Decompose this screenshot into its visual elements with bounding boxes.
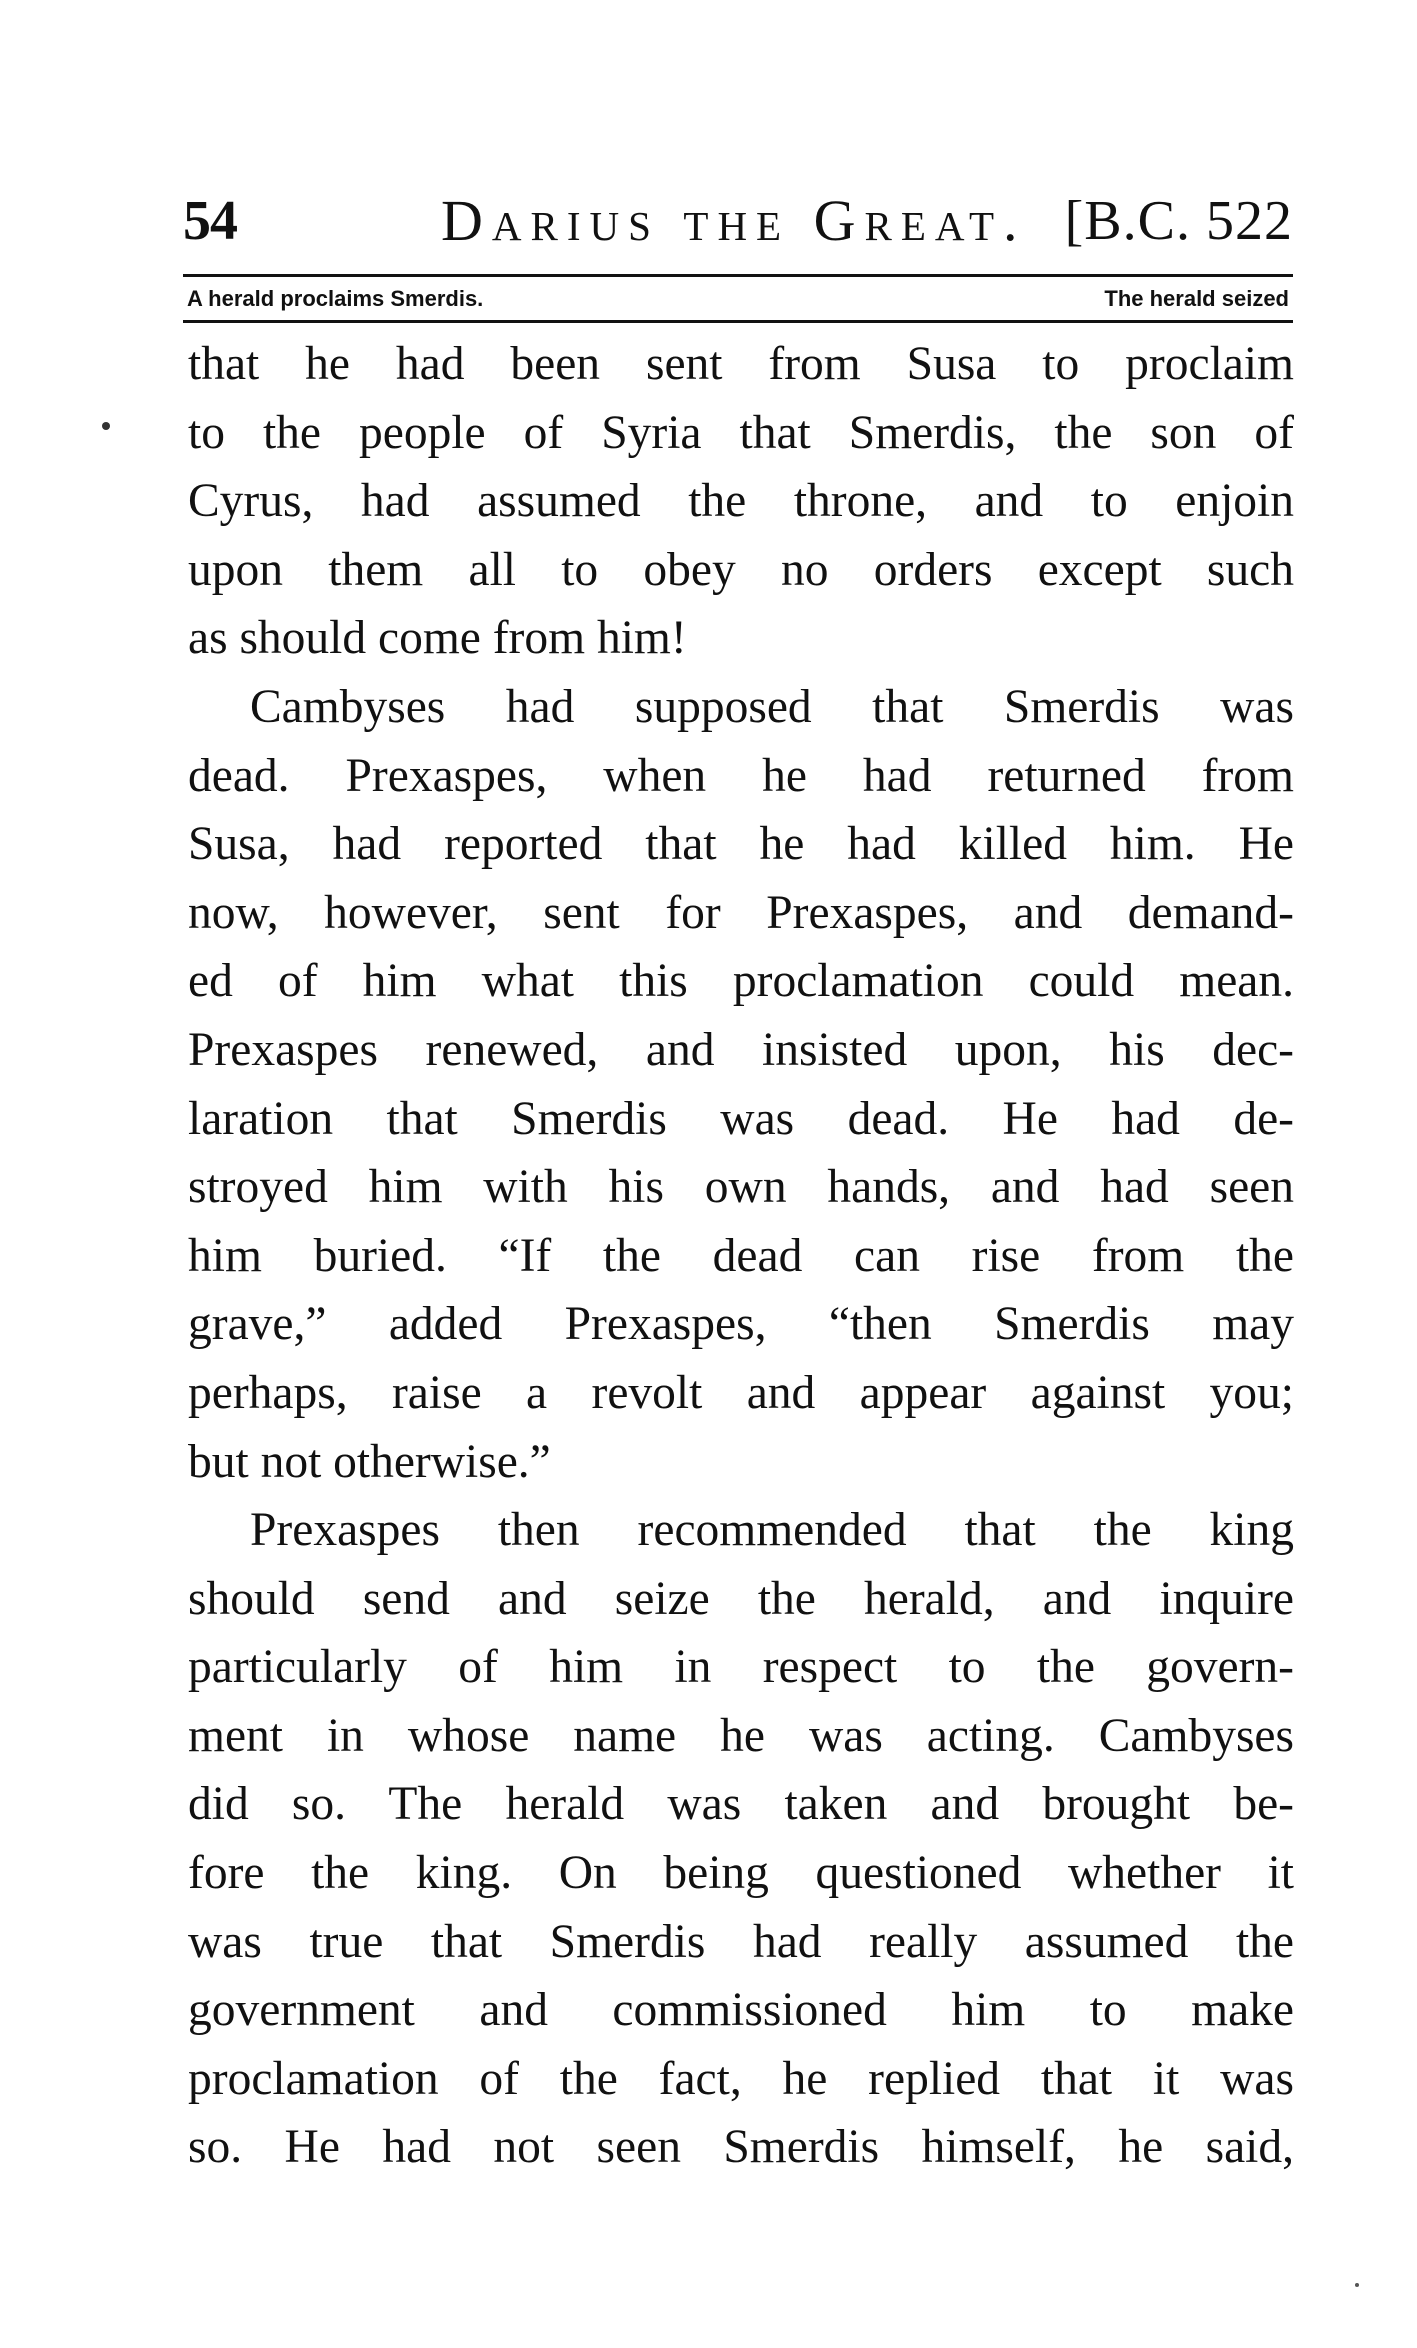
text-line: ed of him what this proclamation could mean. xyxy=(188,955,1294,1008)
sidenote-left: A herald proclaims Smerdis. xyxy=(187,286,484,311)
text-line: ment in whose name he was acting. Cambyses xyxy=(188,1709,1294,1762)
text-line: stroyed him with his own hands, and had seen xyxy=(188,1161,1294,1214)
text-line: to the people of Syria that Smerdis, the son of xyxy=(188,406,1294,459)
sidenotes xyxy=(183,283,1293,315)
text-line: grave,” added Prexaspes, “then Smerdis may xyxy=(188,1298,1294,1351)
text-line: should send and seize the herald, and inquire xyxy=(188,1572,1294,1625)
text-line: as should come from him! xyxy=(188,612,687,665)
header-rule-top xyxy=(183,274,1293,277)
text-line: did so. The herald was taken and brought be- xyxy=(188,1778,1294,1831)
text-line: Prexaspes then recommended that the king xyxy=(250,1504,1294,1557)
body-text xyxy=(188,330,1294,2182)
text-line: was true that Smerdis had really assumed the xyxy=(188,1915,1294,1968)
text-line: fore the king. On being questioned whether it xyxy=(188,1847,1294,1900)
page-number: 54 xyxy=(183,190,237,252)
sidenote-right: The herald seized xyxy=(1104,286,1289,311)
text-line: Cambyses had supposed that Smerdis was xyxy=(250,680,1294,733)
text-line: him buried. “If the dead can rise from the xyxy=(188,1229,1294,1282)
running-head xyxy=(183,186,1293,256)
text-line: Prexaspes renewed, and insisted upon, his dec- xyxy=(188,1023,1294,1076)
text-line: now, however, sent for Prexaspes, and demand- xyxy=(188,886,1294,939)
text-line: laration that Smerdis was dead. He had de- xyxy=(188,1092,1294,1145)
text-line: Susa, had reported that he had killed him. He xyxy=(188,818,1294,871)
text-line: Cyrus, had assumed the throne, and to enjoin xyxy=(188,475,1294,528)
header-rule-bottom xyxy=(183,320,1293,323)
date-label: [B.C. 522 xyxy=(1064,190,1293,252)
text-line: proclamation of the fact, he replied that it was xyxy=(188,2052,1294,2105)
text-line: upon them all to obey no orders except such xyxy=(188,543,1294,596)
text-line: particularly of him in respect to the govern- xyxy=(188,1641,1294,1694)
text-line: that he had been sent from Susa to proclaim xyxy=(188,338,1294,390)
text-line: dead. Prexaspes, when he had returned from xyxy=(188,749,1294,802)
text-line: government and commissioned him to make xyxy=(188,1984,1294,2037)
text-line: so. He had not seen Smerdis himself, he said, xyxy=(188,2121,1294,2174)
text-line: but not otherwise.” xyxy=(188,1435,551,1488)
text-line: perhaps, raise a revolt and appear against you; xyxy=(188,1366,1294,1419)
book-title: Darius the Great. xyxy=(441,188,1027,253)
print-speck xyxy=(102,422,110,430)
print-speck xyxy=(1355,2283,1359,2287)
